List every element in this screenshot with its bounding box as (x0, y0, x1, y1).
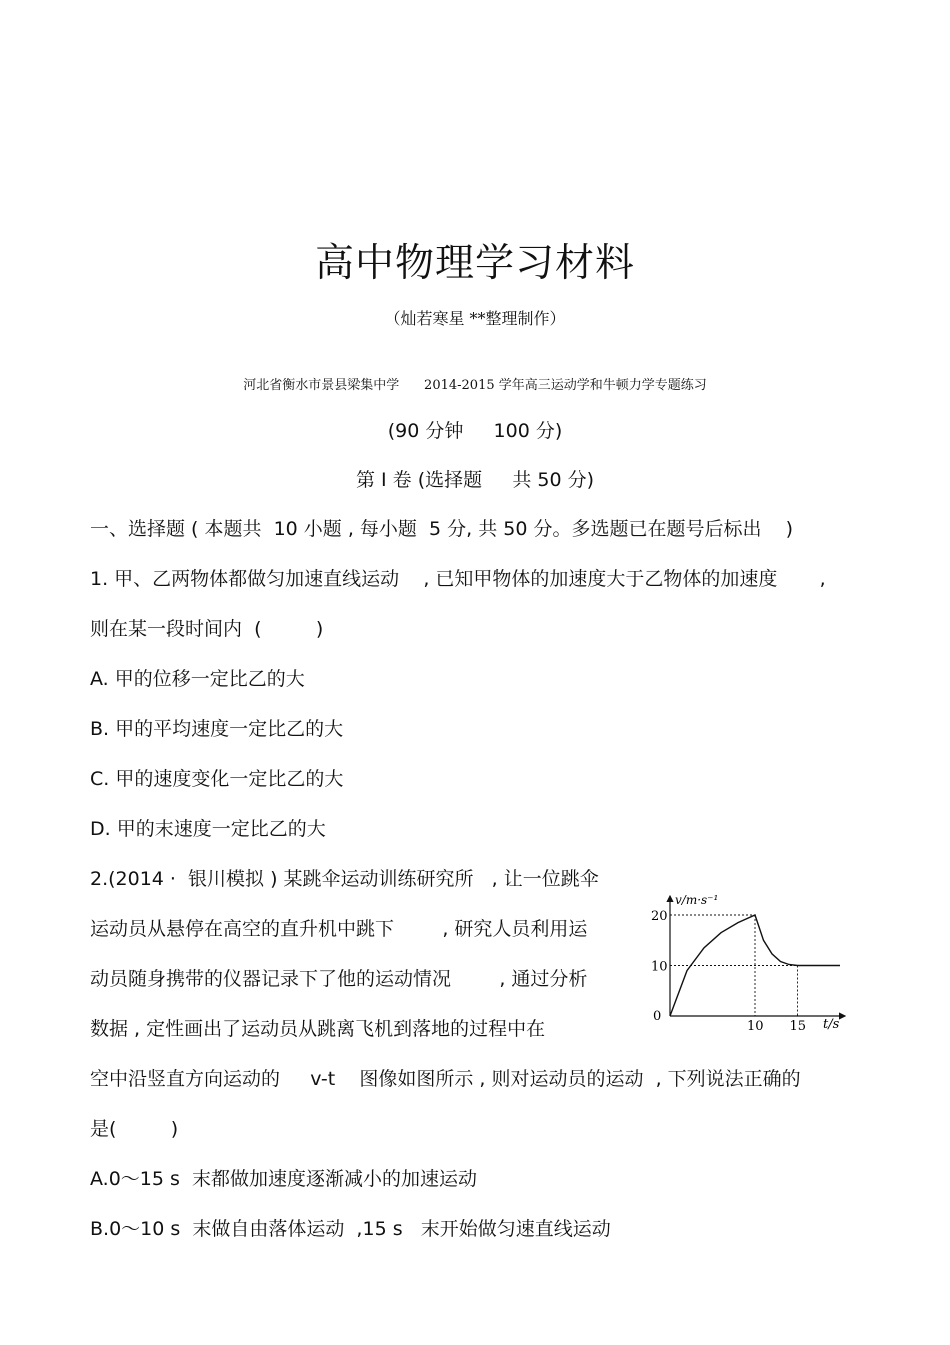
vt-graph (651, 888, 855, 1038)
time-limit: (90 分钟 100 分) (387, 420, 563, 442)
q1-stem-line2: 则在某一段时间内 ( ) (90, 618, 324, 640)
q1-option-c: C. 甲的速度变化一定比乙的大 (90, 768, 344, 790)
x-tick-label: 10 (747, 1019, 764, 1034)
q1-option-a: A. 甲的位移一定比乙的大 (90, 668, 305, 690)
page-title: 高中物理学习材料 (314, 241, 635, 286)
x-tick-label: 15 (789, 1019, 807, 1034)
y-tick-label: 10 (651, 959, 668, 975)
source-line: 河北省衡水市景县梁集中学 2014-2015 学年高三运动学和牛顿力学专题练习 (243, 378, 707, 393)
q1-option-d: D. 甲的末速度一定比乙的大 (90, 818, 326, 840)
page-subtitle: （灿若寒星 **整理制作） (384, 309, 566, 328)
q2-stem-line3: 动员随身携带的仪器记录下了他的运动情况 , 通过分析 (90, 968, 588, 990)
q2-stem-line1: 2.(2014 · 银川模拟 ) 某跳伞运动训练研究所 , 让一位跳伞 (90, 868, 599, 890)
q2-stem-line6: 是( ) (90, 1118, 179, 1140)
q1-stem-line1: 1. 甲、乙两物体都做匀加速直线运动 , 已知甲物体的加速度大于乙物体的加速度 , (90, 568, 826, 590)
q2-option-b: B.0～10 s 末做自由落体运动 ,15 s 末开始做匀速直线运动 (90, 1218, 611, 1240)
q2-stem-line2: 运动员从悬停在高空的直升机中跳下 , 研究人员利用运 (90, 918, 588, 940)
q2-stem-line5: 空中沿竖直方向运动的 v-t 图像如图所示 , 则对运动员的运动 , 下列说法正确的 (90, 1068, 801, 1090)
volume-heading: 第 I 卷 (选择题 共 50 分) (355, 469, 594, 491)
q1-option-b: B. 甲的平均速度一定比乙的大 (90, 718, 344, 740)
section-heading: 一、选择题 ( 本题共 10 小题 , 每小题 5 分, 共 50 分。多选题已在题号后标出 ) (90, 518, 794, 540)
q2-option-a: A.0～15 s 末都做加速度逐渐减小的加速运动 (90, 1168, 477, 1190)
origin-label: 0 (653, 1009, 662, 1024)
x-axis-label: t/s (823, 1017, 840, 1032)
y-tick-label: 20 (651, 909, 668, 924)
q2-stem-line4: 数据 , 定性画出了运动员从跳离飞机到落地的过程中在 (90, 1018, 546, 1040)
y-axis-label: v/m·s⁻¹ (675, 893, 719, 907)
